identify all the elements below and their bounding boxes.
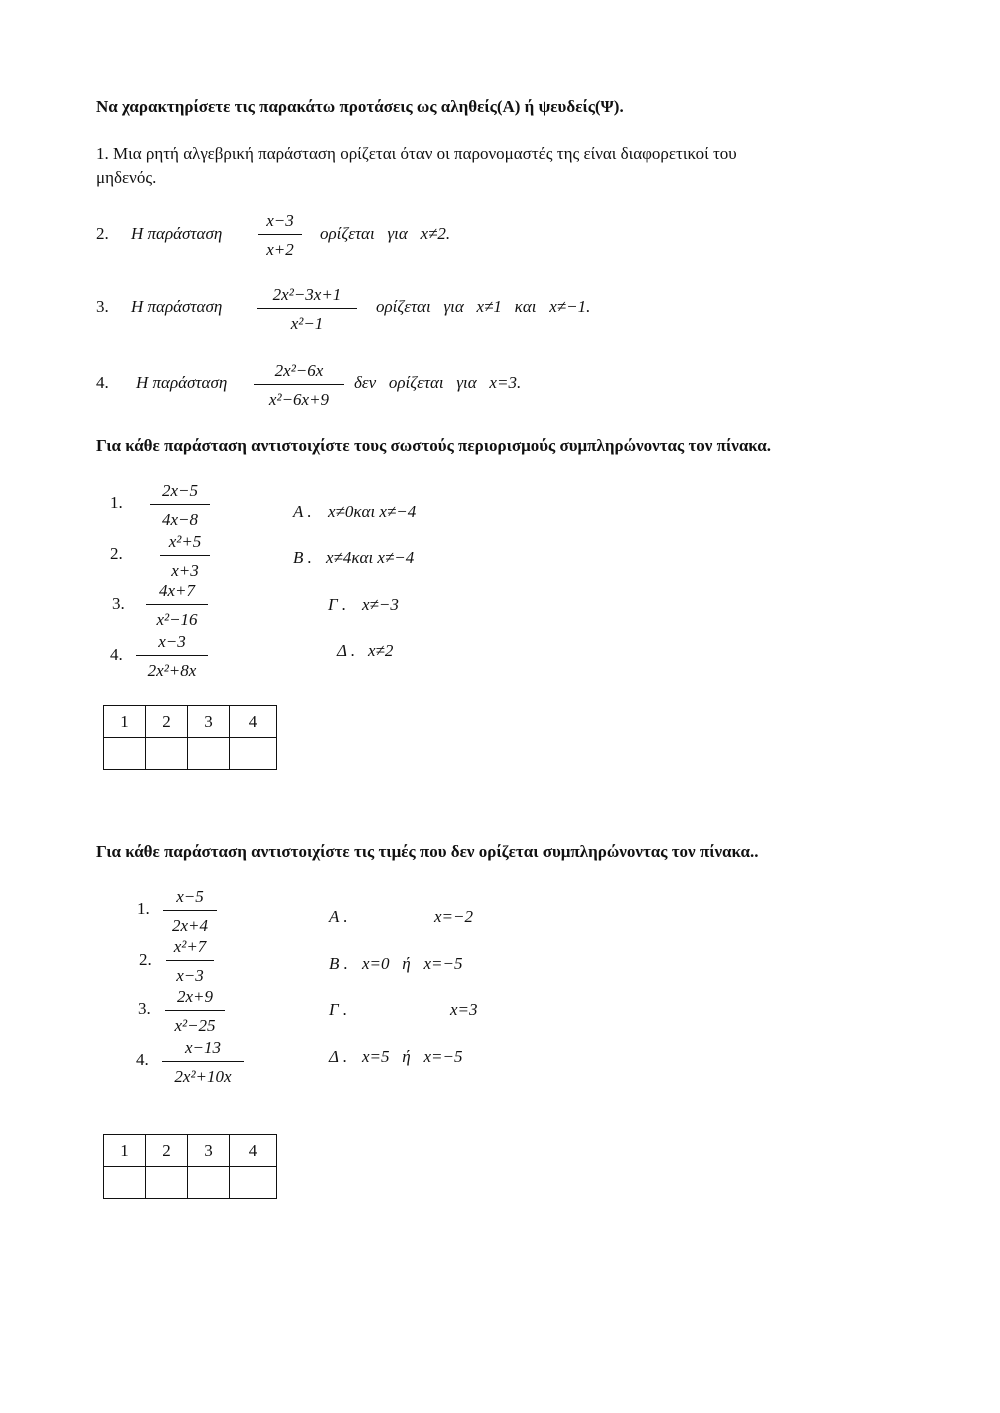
statement-4-fraction bbox=[254, 360, 344, 410]
fraction-bar bbox=[165, 1010, 225, 1011]
table-header-cell: 2 bbox=[146, 1135, 188, 1167]
statement-2-tail: ορίζεται για x≠2. bbox=[320, 224, 451, 243]
s2-option-b-label: Β . bbox=[293, 548, 312, 567]
fraction-numerator: x−13 bbox=[184, 1038, 222, 1057]
fraction-denominator: 4x−8 bbox=[161, 510, 199, 529]
table-header-cell: 1 bbox=[104, 1135, 146, 1167]
s2-option-b-value: x≠4και x≠−4 bbox=[326, 548, 415, 567]
statement-4-lead: Η παράσταση bbox=[136, 373, 228, 392]
answer-cell[interactable] bbox=[230, 738, 277, 770]
section1-instruction: Να χαρακτηρίσετε τις παρακάτω προτάσεις ως αληθείς(Α) ή ψευδείς(Ψ). bbox=[96, 97, 624, 116]
section2-instruction: Για κάθε παράσταση αντιστοιχίστε τους σωστούς περιορισμούς συμπληρώνοντας τον πίνακα. bbox=[96, 436, 771, 455]
s2-item-3-number: 3. bbox=[112, 594, 125, 613]
fraction-bar bbox=[163, 910, 217, 911]
s3-option-a-label: Α . bbox=[329, 907, 348, 926]
s2-option-c-value: x≠−3 bbox=[362, 595, 399, 614]
fraction-bar bbox=[160, 555, 210, 556]
table-header-cell: 3 bbox=[188, 1135, 230, 1167]
s2-item-2-fraction bbox=[160, 531, 210, 581]
s3-option-c-label: Γ . bbox=[329, 1000, 348, 1019]
table-header-cell: 4 bbox=[230, 706, 277, 738]
s3-item-4-fraction bbox=[162, 1037, 244, 1087]
s3-option-c-value: x=3 bbox=[450, 1000, 478, 1019]
s2-option-d-label: Δ . bbox=[337, 641, 356, 660]
fraction-numerator: x²+5 bbox=[168, 532, 202, 551]
s3-option-a-value: x=−2 bbox=[434, 907, 473, 926]
statement-3-fraction bbox=[257, 284, 357, 334]
statement-3-lead: Η παράσταση bbox=[131, 297, 223, 316]
s2-item-1-fraction bbox=[150, 480, 210, 530]
s3-item-3-fraction bbox=[165, 986, 225, 1036]
s2-item-1-number: 1. bbox=[110, 493, 123, 512]
fraction-numerator: 2x+9 bbox=[176, 987, 214, 1006]
s2-option-c-label: Γ . bbox=[328, 595, 347, 614]
fraction-numerator: 2x−5 bbox=[161, 481, 199, 500]
statement-3-number: 3. bbox=[96, 297, 109, 316]
statement-2-lead: Η παράσταση bbox=[131, 224, 223, 243]
fraction-denominator: x²−25 bbox=[174, 1016, 216, 1035]
statement-3-tail: ορίζεται για x≠1 και x≠−1. bbox=[376, 297, 591, 316]
fraction-denominator: x+3 bbox=[171, 561, 199, 580]
s3-option-d-value: x=5 ή x=−5 bbox=[362, 1047, 463, 1066]
fraction-denominator: x²−1 bbox=[290, 314, 324, 333]
answer-cell[interactable] bbox=[104, 1167, 146, 1199]
table-header-cell: 2 bbox=[146, 706, 188, 738]
s2-item-2-number: 2. bbox=[110, 544, 123, 563]
fraction-numerator: 4x+7 bbox=[158, 581, 196, 600]
fraction-denominator: 2x²+8x bbox=[147, 661, 197, 680]
s3-answer-table bbox=[103, 1134, 277, 1199]
fraction-bar bbox=[257, 308, 357, 309]
s2-item-4-fraction bbox=[136, 631, 208, 681]
fraction-denominator: x²−6x+9 bbox=[268, 390, 330, 409]
s2-answer-table bbox=[103, 705, 277, 770]
fraction-bar bbox=[150, 504, 210, 505]
fraction-numerator: x−5 bbox=[176, 887, 204, 906]
s3-item-3-number: 3. bbox=[138, 999, 151, 1018]
fraction-numerator: 2x²−3x+1 bbox=[272, 285, 342, 304]
s2-option-a-value: x≠0και x≠−4 bbox=[328, 502, 417, 521]
section3-instruction: Για κάθε παράσταση αντιστοιχίστε τις τιμές που δεν ορίζεται συμπληρώνοντας τον πίνακα.. bbox=[96, 842, 759, 861]
s3-item-2-number: 2. bbox=[139, 950, 152, 969]
s3-option-b-label: Β . bbox=[329, 954, 348, 973]
fraction-denominator: x−3 bbox=[176, 966, 204, 985]
s3-option-d-label: Δ . bbox=[329, 1047, 348, 1066]
statement-4-tail: δεν ορίζεται για x=3. bbox=[354, 373, 522, 392]
s2-option-a-label: Α . bbox=[293, 502, 312, 521]
s3-item-4-number: 4. bbox=[136, 1050, 149, 1069]
s2-option-d-value: x≠2 bbox=[368, 641, 394, 660]
s3-item-1-fraction bbox=[163, 886, 217, 936]
fraction-bar bbox=[166, 960, 214, 961]
fraction-denominator: 2x+4 bbox=[171, 916, 209, 935]
s3-option-b-value: x=0 ή x=−5 bbox=[362, 954, 463, 973]
statement-1-line1: 1. Μια ρητή αλγεβρική παράσταση ορίζεται όταν οι παρονομαστές της είναι διαφορετικοί του bbox=[96, 144, 737, 163]
fraction-bar bbox=[136, 655, 208, 656]
s3-item-1-number: 1. bbox=[137, 899, 150, 918]
table-header-cell: 4 bbox=[230, 1135, 277, 1167]
fraction-denominator: x+2 bbox=[266, 240, 294, 259]
statement-4-number: 4. bbox=[96, 373, 109, 392]
answer-cell[interactable] bbox=[188, 738, 230, 770]
fraction-denominator: 2x²+10x bbox=[174, 1067, 232, 1086]
fraction-numerator: x−3 bbox=[158, 632, 186, 651]
statement-2-fraction bbox=[258, 210, 302, 260]
table-header-cell: 1 bbox=[104, 706, 146, 738]
fraction-bar bbox=[258, 234, 302, 235]
fraction-bar bbox=[254, 384, 344, 385]
fraction-numerator: x²+7 bbox=[173, 937, 207, 956]
fraction-bar bbox=[146, 604, 208, 605]
statement-1-line2: μηδενός. bbox=[96, 168, 157, 187]
fraction-denominator: x²−16 bbox=[156, 610, 198, 629]
fraction-bar bbox=[162, 1061, 244, 1062]
s3-item-2-fraction bbox=[166, 936, 214, 986]
answer-cell[interactable] bbox=[146, 738, 188, 770]
fraction-numerator: 2x²−6x bbox=[274, 361, 324, 380]
fraction-numerator: x−3 bbox=[266, 211, 294, 230]
answer-cell[interactable] bbox=[104, 738, 146, 770]
table-header-cell: 3 bbox=[188, 706, 230, 738]
answer-cell[interactable] bbox=[188, 1167, 230, 1199]
statement-2-number: 2. bbox=[96, 224, 109, 243]
s2-item-4-number: 4. bbox=[110, 645, 123, 664]
s2-item-3-fraction bbox=[146, 580, 208, 630]
answer-cell[interactable] bbox=[230, 1167, 277, 1199]
answer-cell[interactable] bbox=[146, 1167, 188, 1199]
